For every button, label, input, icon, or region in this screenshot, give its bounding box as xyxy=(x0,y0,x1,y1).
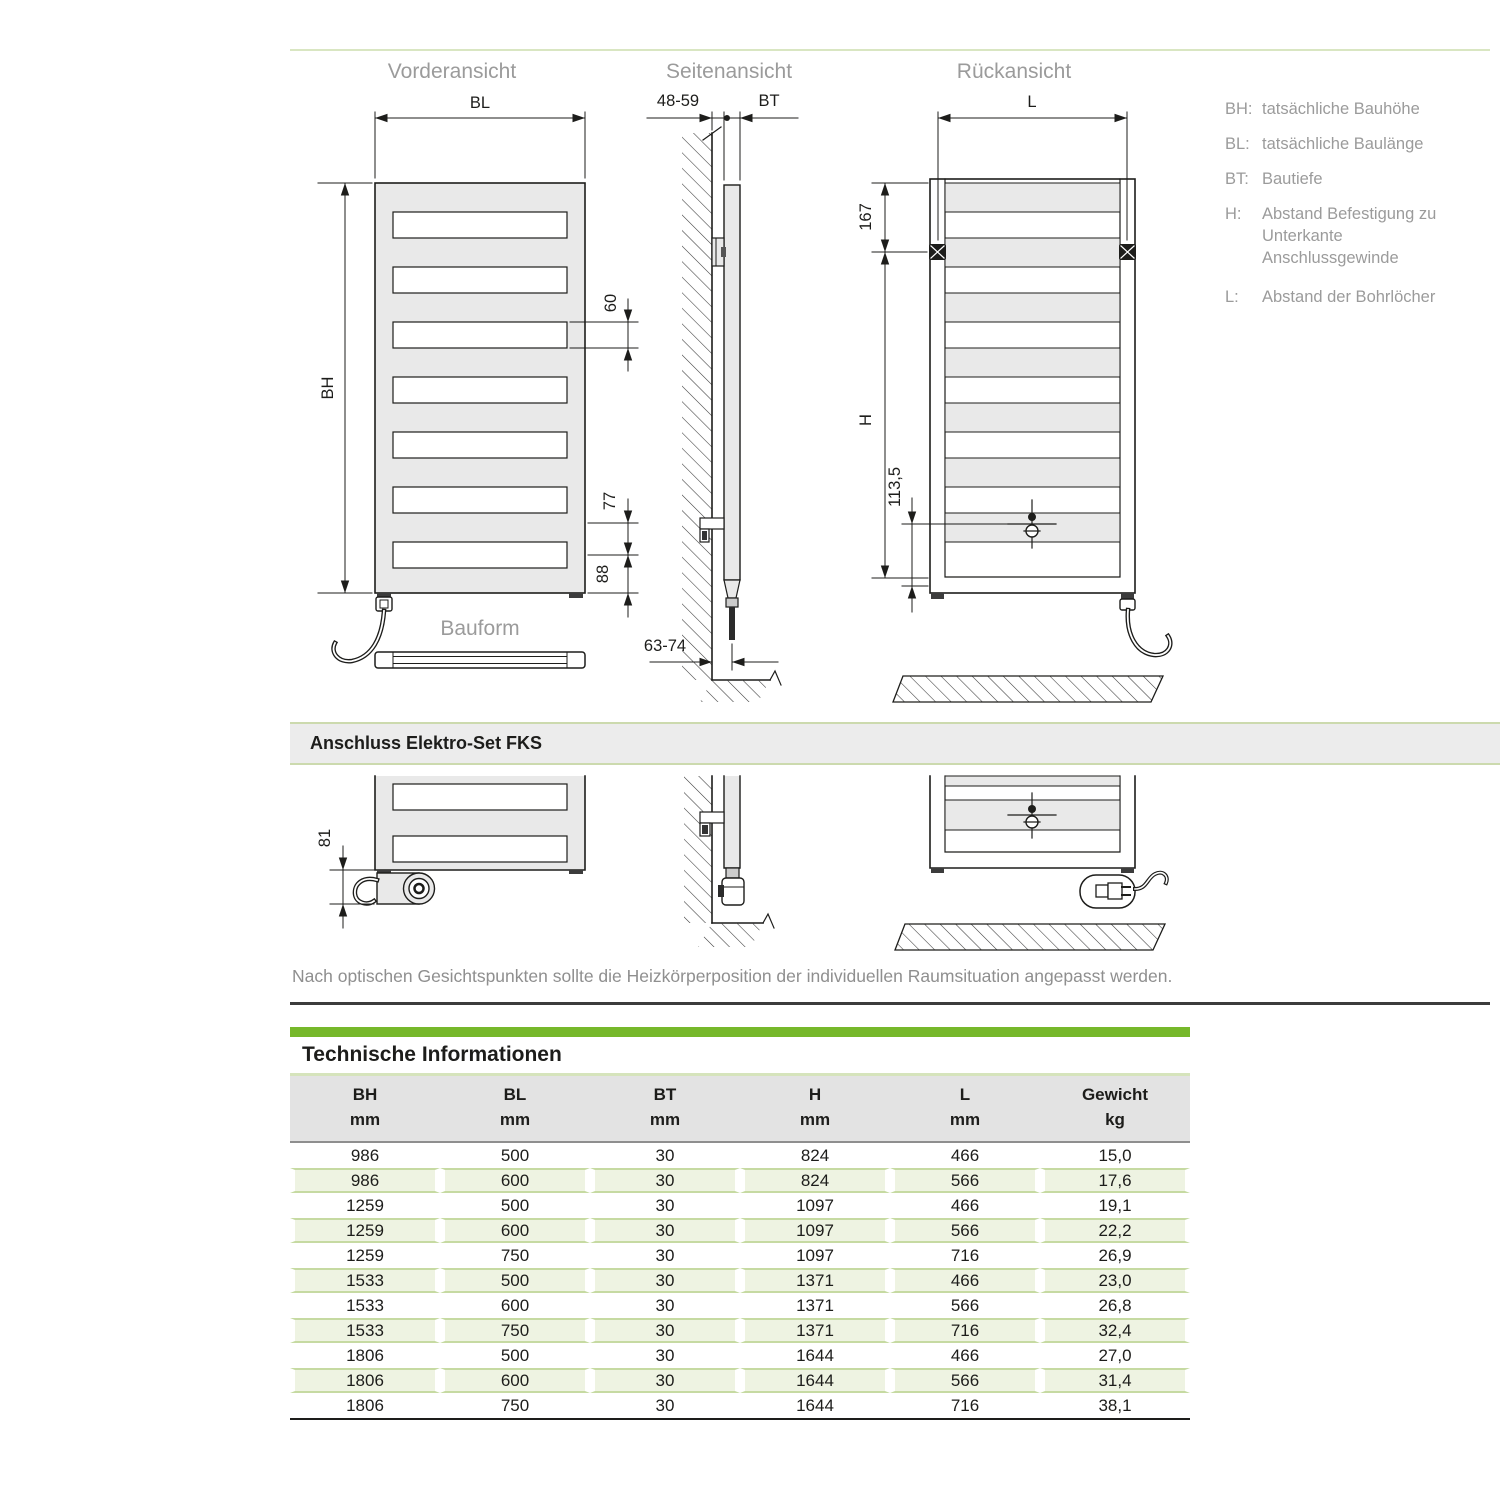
table-row xyxy=(290,1243,1190,1268)
table-cell: 32,4 xyxy=(1040,1318,1190,1343)
fks-electro-set-side xyxy=(718,868,744,905)
table-cell: 30 xyxy=(590,1368,740,1393)
table-cell: 1533 xyxy=(290,1318,440,1343)
col-unit: mm xyxy=(499,1110,531,1129)
col-header-h xyxy=(740,1073,890,1143)
table-cell: 1097 xyxy=(796,1246,834,1265)
col-label: Gewicht xyxy=(1081,1085,1149,1104)
table-cell: 30 xyxy=(590,1268,740,1293)
bauform-profile xyxy=(375,652,585,668)
table-header-row xyxy=(290,1073,1190,1143)
table-row xyxy=(290,1318,1190,1343)
table-row xyxy=(290,1343,1190,1368)
green-accent-bar xyxy=(290,1027,1190,1037)
floor-rear xyxy=(893,676,1163,702)
table-row xyxy=(290,1193,1190,1218)
table-cell: 1259 xyxy=(346,1196,384,1215)
table-cell: 30 xyxy=(655,1296,675,1315)
table-cell: 1806 xyxy=(290,1368,440,1393)
fks-electro-set-rear xyxy=(1080,873,1167,908)
legend-desc: Abstand Befestigung zu Unterkante Anschlussgewinde xyxy=(1262,205,1437,267)
view-title-rear: Rückansicht xyxy=(956,60,1072,83)
col-header-bt xyxy=(590,1073,740,1143)
table-cell: 466 xyxy=(950,1196,980,1215)
dim-label-bh: BH xyxy=(319,376,337,400)
col-unit: mm xyxy=(649,1110,681,1129)
dim-label-88: 88 xyxy=(594,564,612,584)
table-cell: 30 xyxy=(655,1246,675,1265)
table-cell: 600 xyxy=(440,1168,590,1193)
col-unit: mm xyxy=(349,1110,381,1129)
rear-power-cable xyxy=(1120,599,1170,655)
table-cell: 17,6 xyxy=(1040,1168,1190,1193)
legend-term: BL: xyxy=(1225,135,1250,153)
section-header-fks xyxy=(290,722,1500,765)
legend-term: BT: xyxy=(1225,170,1249,188)
table-cell: 600 xyxy=(440,1368,590,1393)
front-view-drawing xyxy=(318,94,638,668)
col-label: BT xyxy=(653,1085,677,1104)
table-cell: 1097 xyxy=(740,1218,890,1243)
table-cell: 466 xyxy=(950,1346,980,1365)
table-cell: 1644 xyxy=(740,1368,890,1393)
col-header-gewicht xyxy=(1040,1073,1190,1143)
dim-label-113-5: 113,5 xyxy=(886,466,904,508)
dim-label-167: 167 xyxy=(857,203,875,231)
table-row xyxy=(290,1393,1190,1418)
table-cell: 466 xyxy=(950,1146,980,1165)
col-header-bl xyxy=(440,1073,590,1143)
dim-label-48-59: 48-59 xyxy=(656,92,700,110)
table-cell: 716 xyxy=(950,1396,980,1415)
table-cell: 15,0 xyxy=(1098,1146,1132,1165)
table-cell: 600 xyxy=(500,1296,530,1315)
dim-label-l: L xyxy=(1027,93,1037,111)
table-cell: 31,4 xyxy=(1040,1368,1190,1393)
table-row xyxy=(290,1268,1190,1293)
col-header-l xyxy=(890,1073,1040,1143)
table-cell: 26,9 xyxy=(1098,1246,1132,1265)
table-cell: 1259 xyxy=(290,1218,440,1243)
table-cell: 30 xyxy=(655,1396,675,1415)
legend-desc: Abstand der Bohrlöcher xyxy=(1262,288,1436,306)
table-row xyxy=(290,1143,1190,1168)
table-cell: 26,8 xyxy=(1098,1296,1132,1315)
table-cell: 1371 xyxy=(796,1296,834,1315)
table-cell: 30 xyxy=(655,1346,675,1365)
technical-information-table xyxy=(290,1073,1190,1420)
table-cell: 716 xyxy=(890,1318,1040,1343)
table-cell: 1533 xyxy=(290,1268,440,1293)
table-cell: 500 xyxy=(500,1346,530,1365)
table-cell: 30 xyxy=(655,1196,675,1215)
table-body xyxy=(290,1143,1190,1418)
wall-hatch xyxy=(682,133,712,680)
dim-label-77: 77 xyxy=(601,491,619,511)
side-view-drawing xyxy=(644,92,798,702)
table-title: Technische Informationen xyxy=(302,1043,562,1066)
table-bottom-line xyxy=(290,1418,1190,1420)
front-bottom-drawing xyxy=(316,776,585,928)
table-cell: 716 xyxy=(950,1246,980,1265)
mounting-bracket-right xyxy=(1119,244,1136,260)
table-cell: 824 xyxy=(800,1146,830,1165)
table-cell: 1644 xyxy=(796,1346,834,1365)
table-cell: 27,0 xyxy=(1098,1346,1132,1365)
table-cell: 566 xyxy=(890,1168,1040,1193)
table-cell: 30 xyxy=(590,1318,740,1343)
wall-bracket-side xyxy=(712,238,726,266)
table-cell: 1259 xyxy=(346,1246,384,1265)
dim-label-63-74: 63-74 xyxy=(643,637,687,655)
legend-term: L: xyxy=(1225,288,1239,306)
side-bottom-drawing xyxy=(684,776,774,947)
table-cell: 22,2 xyxy=(1040,1218,1190,1243)
table-cell: 30 xyxy=(655,1146,675,1165)
floor-rear-bottom xyxy=(895,924,1165,950)
table-cell: 750 xyxy=(500,1396,530,1415)
col-header-bh xyxy=(290,1073,440,1143)
table-cell: 750 xyxy=(500,1246,530,1265)
rear-view-drawing xyxy=(857,93,1170,702)
legend-desc: tatsächliche Bauhöhe xyxy=(1262,100,1420,118)
shape-label: Bauform xyxy=(440,617,520,640)
table-row xyxy=(290,1293,1190,1318)
table-cell: 1371 xyxy=(740,1318,890,1343)
col-unit: kg xyxy=(1105,1110,1125,1129)
table-cell: 500 xyxy=(500,1146,530,1165)
rear-bottom-drawing xyxy=(895,776,1167,950)
table-cell: 986 xyxy=(350,1146,380,1165)
fks-electro-set-front xyxy=(355,873,435,904)
table-cell: 500 xyxy=(500,1196,530,1215)
table-cell: 1644 xyxy=(796,1396,834,1415)
legend-term: BH: xyxy=(1225,100,1253,118)
table-cell: 1806 xyxy=(346,1346,384,1365)
table-cell: 750 xyxy=(440,1318,590,1343)
table-cell: 23,0 xyxy=(1040,1268,1190,1293)
col-label: L xyxy=(959,1085,971,1104)
table-cell: 600 xyxy=(440,1218,590,1243)
table-cell: 566 xyxy=(890,1368,1040,1393)
table-cell: 38,1 xyxy=(1098,1396,1132,1415)
table-cell: 1097 xyxy=(796,1196,834,1215)
dim-label-bt: BT xyxy=(758,92,780,110)
table-cell: 566 xyxy=(890,1218,1040,1243)
table-cell: 30 xyxy=(590,1218,740,1243)
table-cell: 824 xyxy=(740,1168,890,1193)
table-cell: 466 xyxy=(890,1268,1040,1293)
legend-desc: Bautiefe xyxy=(1262,170,1323,188)
col-label: BL xyxy=(503,1085,527,1104)
table-cell: 1806 xyxy=(346,1396,384,1415)
dim-label-bl: BL xyxy=(469,94,491,112)
table-cell: 30 xyxy=(590,1168,740,1193)
dark-divider-line xyxy=(290,1002,1490,1005)
table-cell: 986 xyxy=(290,1168,440,1193)
table-row xyxy=(290,1218,1190,1243)
legend-desc: tatsächliche Baulänge xyxy=(1262,135,1424,153)
col-label: BH xyxy=(352,1085,378,1104)
table-cell: 1371 xyxy=(740,1268,890,1293)
view-title-front: Vorderansicht xyxy=(387,60,517,83)
table-cell: 19,1 xyxy=(1098,1196,1132,1215)
view-title-side: Seitenansicht xyxy=(665,60,793,83)
positioning-note: Nach optischen Gesichtspunkten sollte die Heizkörperposition der individuellen Raumsituation angepasst werden. xyxy=(292,966,1173,986)
dim-label-60: 60 xyxy=(602,293,620,313)
mounting-bracket-left xyxy=(929,244,946,260)
table-row xyxy=(290,1168,1190,1193)
rear-foot-left xyxy=(931,593,944,599)
section-title: Anschluss Elektro-Set FKS xyxy=(310,733,543,753)
col-label: H xyxy=(808,1085,822,1104)
rear-foot-right xyxy=(1121,593,1134,599)
col-unit: mm xyxy=(949,1110,981,1129)
dim-label-h: H xyxy=(857,414,875,426)
heating-rod xyxy=(724,580,740,640)
table-cell: 500 xyxy=(440,1268,590,1293)
table-cell: 1533 xyxy=(346,1296,384,1315)
col-unit: mm xyxy=(799,1110,831,1129)
dim-label-81: 81 xyxy=(316,828,334,848)
table-cell: 566 xyxy=(950,1296,980,1315)
front-foot-right xyxy=(569,593,583,598)
legend-term: H: xyxy=(1225,205,1242,223)
table-row xyxy=(290,1368,1190,1393)
